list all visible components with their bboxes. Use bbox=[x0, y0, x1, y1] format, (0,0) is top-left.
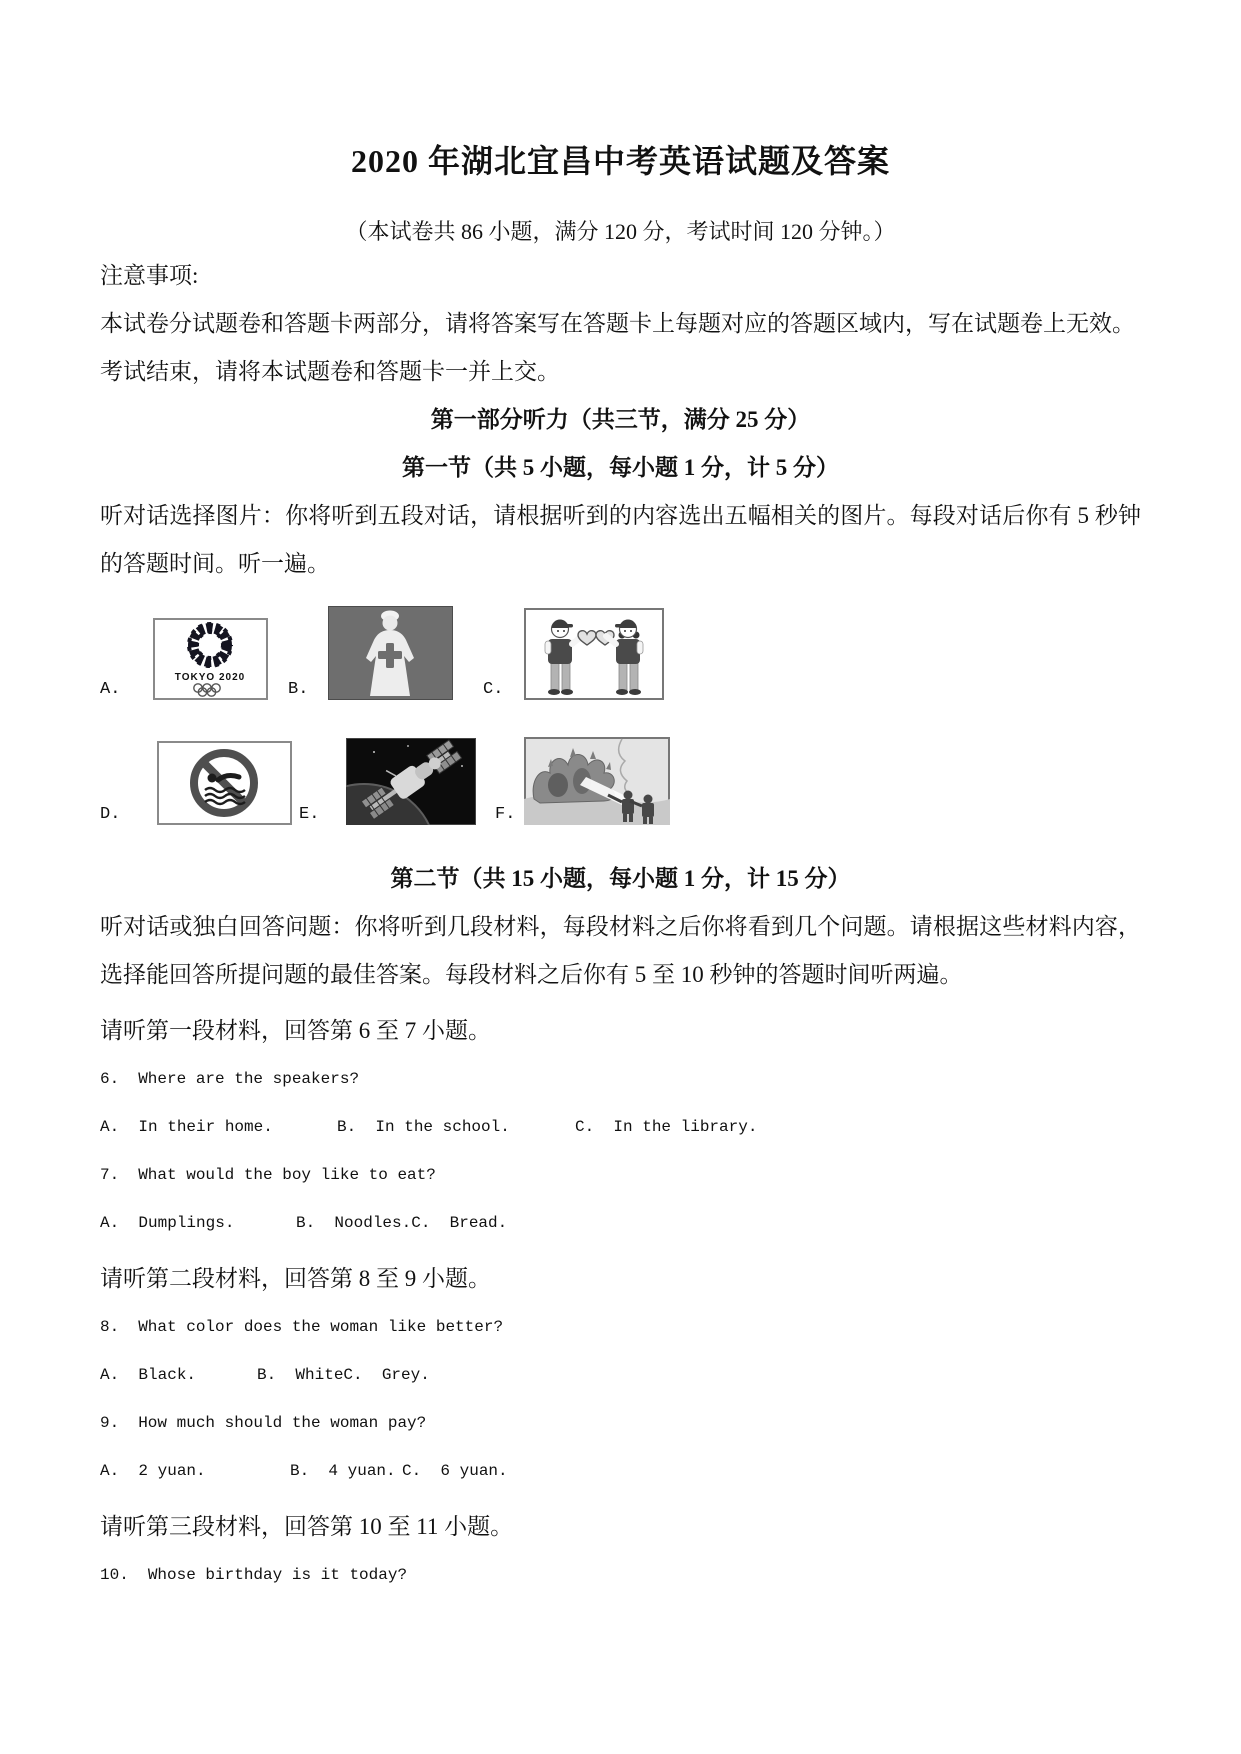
option-a: A. 2 yuan. bbox=[100, 1462, 206, 1480]
notice-label: 注意事项: bbox=[100, 263, 199, 288]
part1-heading: 第一部分听力（共三节，满分 25 分） bbox=[430, 407, 811, 432]
picture-option-c bbox=[483, 608, 664, 700]
picture-option-f bbox=[495, 737, 670, 825]
question-8-text: What color does the woman like better? bbox=[138, 1318, 504, 1336]
question-6-number: 6. bbox=[100, 1070, 120, 1088]
picture-label-f: F. bbox=[495, 805, 516, 824]
question-7-text: What would the boy like to eat? bbox=[138, 1166, 436, 1184]
kids-with-hearts-image bbox=[524, 608, 664, 700]
picture-label-b: B. bbox=[288, 680, 309, 699]
question-6-options bbox=[100, 1103, 1141, 1151]
option-c: C. Grey. bbox=[343, 1366, 430, 1384]
tokyo-2020-caption: TOKYO 2020 bbox=[174, 672, 246, 683]
question-10-number: 10. bbox=[100, 1566, 129, 1584]
question-10-line bbox=[100, 1551, 1141, 1599]
option-b: B. Noodles. bbox=[296, 1214, 412, 1232]
picture-options-row-2 bbox=[100, 737, 1141, 825]
option-a: A. In their home. bbox=[100, 1118, 273, 1136]
question-9-options bbox=[100, 1447, 1141, 1495]
section1-instructions: 听对话选择图片：你将听到五段对话，请根据听到的内容选出五幅相关的图片。每段对话后你有 5 秒钟的答题时间。听一遍。 bbox=[100, 503, 1141, 576]
question-9-number: 9. bbox=[100, 1414, 120, 1432]
option-a: A. Dumplings. bbox=[100, 1214, 235, 1232]
forest-fire-image bbox=[524, 737, 670, 825]
option-c: C. Bread. bbox=[411, 1214, 508, 1232]
material1-prompt: 请听第一段材料，回答第 6 至 7 小题。 bbox=[100, 1018, 491, 1043]
material2-prompt: 请听第二段材料，回答第 8 至 9 小题。 bbox=[100, 1266, 491, 1291]
document-body bbox=[100, 252, 1141, 1599]
picture-option-b bbox=[288, 606, 453, 700]
picture-option-e bbox=[299, 738, 476, 825]
picture-option-d bbox=[100, 741, 292, 825]
no-swimming-sign-image bbox=[157, 741, 292, 825]
question-8-line bbox=[100, 1303, 1141, 1351]
question-7-options bbox=[100, 1199, 1141, 1247]
option-b: B. White bbox=[257, 1366, 344, 1384]
option-b: B. 4 yuan. bbox=[290, 1462, 396, 1480]
option-c: C. 6 yuan. bbox=[402, 1462, 508, 1480]
space-station-image bbox=[346, 738, 476, 825]
picture-options-row-1 bbox=[100, 606, 1141, 700]
question-7-number: 7. bbox=[100, 1166, 120, 1184]
picture-label-a: A. bbox=[100, 680, 121, 699]
picture-label-c: C. bbox=[483, 680, 504, 699]
material3-prompt: 请听第三段材料，回答第 10 至 11 小题。 bbox=[100, 1514, 514, 1539]
question-6-line bbox=[100, 1055, 1141, 1103]
question-9-line bbox=[100, 1399, 1141, 1447]
picture-option-a bbox=[100, 618, 268, 700]
page-title: 2020 年湖北宜昌中考英语试题及答案 bbox=[350, 143, 890, 179]
notice-paragraph-1: 本试卷分试题卷和答题卡两部分，请将答案写在答题卡上每题对应的答题区域内，写在试题卷上无效。 bbox=[100, 311, 1135, 336]
option-c: C. In the library. bbox=[575, 1118, 758, 1136]
question-9-text: How much should the woman pay? bbox=[138, 1414, 427, 1432]
option-b: B. In the school. bbox=[337, 1118, 510, 1136]
section1-heading: 第一节（共 5 小题，每小题 1 分，计 5 分） bbox=[402, 455, 839, 480]
section2-instructions: 听对话或独白回答问题：你将听到几段材料，每段材料之后你将看到几个问题。请根据这些材料内容，选择能回答所提问题的最佳答案。每段材料之后你有 5 至 10 秒钟的答题时间听两遍。 bbox=[100, 914, 1141, 987]
picture-label-e: E. bbox=[299, 805, 320, 824]
question-8-number: 8. bbox=[100, 1318, 120, 1336]
medical-worker-image bbox=[328, 606, 453, 700]
question-7-line bbox=[100, 1151, 1141, 1199]
question-8-options bbox=[100, 1351, 1141, 1399]
exam-subtitle: （本试卷共 86 小题，满分 120 分，考试时间 120 分钟。） bbox=[345, 219, 896, 244]
question-10-text: Whose birthday is it today? bbox=[147, 1566, 408, 1584]
notice-paragraph-2: 考试结束，请将本试题卷和答题卡一并上交。 bbox=[100, 359, 560, 384]
picture-label-d: D. bbox=[100, 805, 121, 824]
question-6-text: Where are the speakers? bbox=[138, 1070, 360, 1088]
option-a: A. Black. bbox=[100, 1366, 197, 1384]
section2-heading: 第二节（共 15 小题，每小题 1 分，计 15 分） bbox=[390, 866, 851, 891]
tokyo-2020-olympics-logo-image bbox=[153, 618, 268, 700]
